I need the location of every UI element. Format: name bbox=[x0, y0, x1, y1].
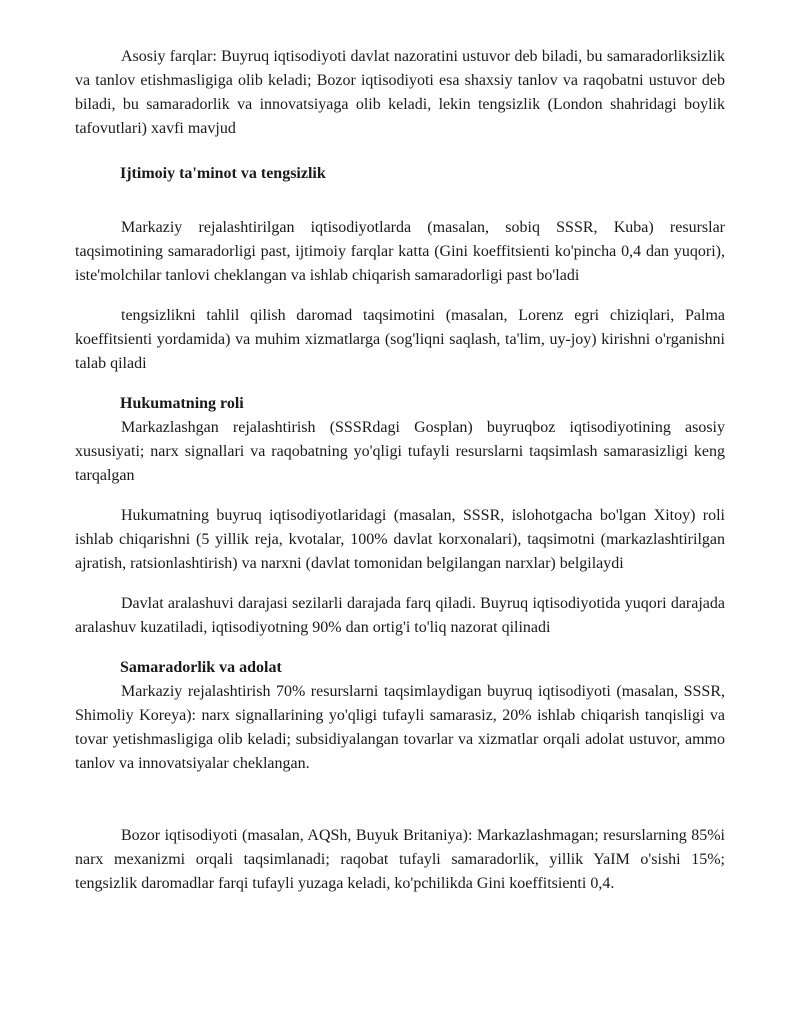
paragraph-key-differences: Asosiy farqlar: Buyruq iqtisodiyoti davlat nazoratini ustuvor deb biladi, bu samaradorliksizlik va tanlov etishmasligiga olib keladi; Bozor iqtisodiyoti esa shaxsiy tanlov va raqobatni ustuvor deb biladi, bu samaradorlik va innovatsiyaga olib keladi, lekin tengsizlik (London shahridagi boylik tafovutlari) xavfi mavjud bbox=[75, 48, 725, 137]
document-page bbox=[75, 35, 725, 896]
heading-efficiency-equity: Samaradorlik va adolat bbox=[120, 659, 282, 676]
paragraph-inequality-analysis: tengsizlikni tahlil qilish daromad taqsimotini (masalan, Lorenz egri chiziqlari, Palma koeffitsienti yordamida) va muhim xizmatlarga (sog'liqni saqlash, ta'lim, uy-joy) kirishni o'rganishni talab qiladi bbox=[75, 307, 725, 372]
paragraph-command-economy: Markaziy rejalashtirish 70% resurslarni taqsimlaydigan buyruq iqtisodiyoti (masalan, SSSR, Shimoliy Koreya): narx signallarining yo'qligi tufayli samarasiz, 20% ishlab chiqarish tanqisligi va tovar yetishmasligiga olib keladi; subsidiyalangan tovarlar va xizmatlar orqali adolat ustuvor, ammo tanlov va innovatsiyalar cheklangan. bbox=[75, 683, 725, 772]
paragraph-central-planning: Markaziy rejalashtirilgan iqtisodiyotlarda (masalan, sobiq SSSR, Kuba) resurslar taqsimotining samaradorligi past, ijtimoiy farqlar katta (Gini koeffitsienti ko'pincha 0,4 dan yuqori), iste'molchilar tanlovi cheklangan va ishlab chiqarish samaradorligi past bo'ladi bbox=[75, 219, 725, 284]
heading-social-welfare: Ijtimoiy ta'minot va tengsizlik bbox=[120, 165, 326, 182]
paragraph-state-intervention: Davlat aralashuvi darajasi sezilarli darajada farq qiladi. Buyruq iqtisodiyotida yuqori darajada aralashuv kuzatiladi, iqtisodiyotning 90% dan ortig'i to'liq nazorat qilinadi bbox=[75, 595, 725, 636]
paragraph-gosplan: Markazlashgan rejalashtirish (SSSRdagi Gosplan) buyruqboz iqtisodiyotining asosiy xususiyati; narx signallari va raqobatning yo'qligi tufayli resurslarni taqsimlash samarasizligi keng tarqalgan bbox=[75, 419, 725, 484]
paragraph-market-economy: Bozor iqtisodiyoti (masalan, AQSh, Buyuk Britaniya): Markazlashmagan; resurslarning 85%i narx mexanizmi orqali taqsimlanadi; raqobat tufayli samaradorlik, yillik YaIM o'sishi 15%; tengsizlik daromadlar farqi tufayli yuzaga keladi, ko'pchilikda Gini koeffitsienti 0,4. bbox=[75, 827, 725, 892]
paragraph-government-command: Hukumatning buyruq iqtisodiyotlaridagi (masalan, SSSR, islohotgacha bo'lgan Xitoy) roli ishlab chiqarishni (5 yillik reja, kvotalar, 100% davlat korxonalari), taqsimotni (markazlashtirilgan ajratish, ratsionlashtirish) va narxni (davlat tomonidan belgilangan narxlar) belgilaydi bbox=[75, 507, 725, 572]
heading-government-role: Hukumatning roli bbox=[120, 395, 244, 412]
